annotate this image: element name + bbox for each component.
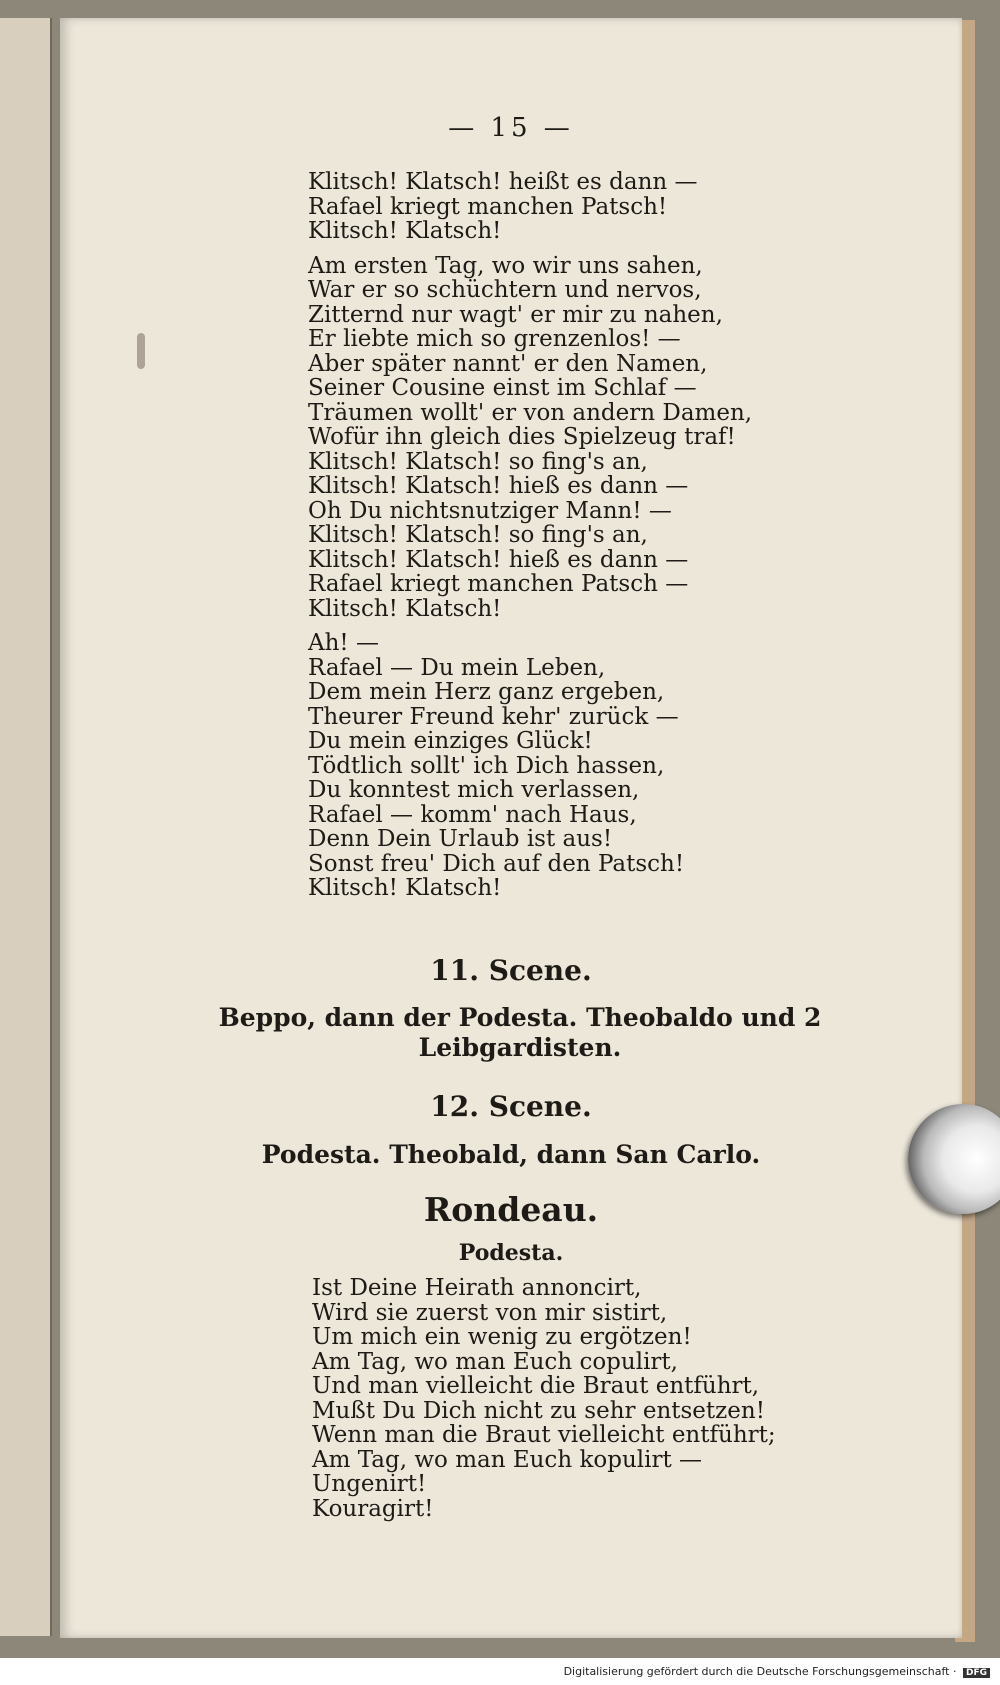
scene-11-title: 11. Scene. <box>430 954 592 987</box>
verse-line: Ah! — <box>308 630 379 656</box>
verse-line: Mußt Du Dich nicht zu sehr entsetzen! <box>312 1397 765 1424</box>
verse-line: Klitsch! Klatsch! <box>308 595 502 622</box>
verse-line: Wofür ihn gleich dies Spielzeug traf! <box>308 424 736 450</box>
scene-12-cast: Podesta. Theobald, dann San Carlo. <box>261 1140 761 1169</box>
verse-line: Dem mein Herz ganz ergeben, <box>308 679 665 705</box>
verse-line: Ist Deine Heirath annoncirt, <box>312 1275 642 1301</box>
rondeau-title: Rondeau. <box>423 1190 599 1229</box>
verse-line: Rafael — Du mein Leben, <box>308 654 606 681</box>
verse-line: Klitsch! Klatsch! hieß es dann — <box>308 473 689 499</box>
verse-line: Kouragirt! <box>312 1495 434 1522</box>
scene-12-title: 12. Scene. <box>430 1090 592 1123</box>
verse-line: Am ersten Tag, wo wir uns sahen, <box>308 252 703 279</box>
verse-line: Um mich ein wenig zu ergötzen! <box>312 1324 692 1350</box>
facing-page-edge <box>0 18 52 1636</box>
footer-text: Digitalisierung gefördert durch die Deutsche Forschungsgemeinschaft · <box>563 1665 957 1678</box>
verse-block-rondeau <box>312 1276 776 1521</box>
verse-line: Klitsch! Klatsch! so fing's an, <box>308 448 648 475</box>
verse-line: Zitternd nur wagt' er mir zu nahen, <box>308 301 723 328</box>
verse-line: Klitsch! Klatsch! heißt es dann — <box>308 169 698 195</box>
verse-line: Oh Du nichtsnutziger Mann! — <box>308 497 672 524</box>
ink-smudge <box>137 333 145 369</box>
verse-line: Sonst freu' Dich auf den Patsch! <box>308 850 685 877</box>
verse-line: Am Tag, wo man Euch kopulirt — <box>312 1446 703 1473</box>
verse-line: Wird sie zuerst von mir sistirt, <box>312 1299 668 1326</box>
verse-block-top <box>308 170 752 901</box>
verse-line: Rafael kriegt manchen Patsch! <box>308 193 668 220</box>
verse-line: Tödtlich sollt' ich Dich hassen, <box>308 752 665 779</box>
verse-line: Du mein einziges Glück! <box>308 728 593 754</box>
stanza-gap <box>308 244 752 254</box>
verse-line: Seiner Cousine einst im Schlaf — <box>308 375 697 401</box>
verse-line: Theurer Freund kehr' zurück — <box>308 703 679 730</box>
verse-line: Er liebte mich so grenzenlos! — <box>308 326 681 352</box>
verse-line: Denn Dein Urlaub ist aus! <box>308 826 613 852</box>
verse-line: War er so schüchtern und nervos, <box>308 277 702 303</box>
page-number: — 15 — <box>448 113 574 143</box>
dfg-logo: DFG <box>963 1668 990 1678</box>
verse-line: Rafael kriegt manchen Patsch — <box>308 571 689 597</box>
verse-line: Wenn man die Braut vielleicht entführt; <box>312 1422 776 1448</box>
digitization-footer <box>0 1665 990 1678</box>
verse-line: Aber später nannt' er den Namen, <box>308 350 708 377</box>
rondeau-speaker: Podesta. <box>458 1240 564 1266</box>
verse-line: Klitsch! Klatsch! <box>308 875 502 901</box>
verse-line: Du konntest mich verlassen, <box>308 777 640 803</box>
verse-line: Klitsch! Klatsch! <box>308 218 502 244</box>
verse-line: Träumen wollt' er von andern Damen, <box>308 399 753 426</box>
verse-line: Ungenirt! <box>312 1471 427 1497</box>
scene-11-cast: Beppo, dann der Podesta. Theobaldo und 2 Leibgardisten. <box>218 1003 822 1062</box>
verse-line: Am Tag, wo man Euch copulirt, <box>312 1348 678 1375</box>
book-page <box>60 18 962 1638</box>
verse-line: Klitsch! Klatsch! hieß es dann — <box>308 546 689 573</box>
verse-line: Klitsch! Klatsch! so fing's an, <box>308 522 648 548</box>
verse-line: Rafael — komm' nach Haus, <box>308 801 637 828</box>
verse-line: Und man vielleicht die Braut entführt, <box>312 1373 760 1399</box>
